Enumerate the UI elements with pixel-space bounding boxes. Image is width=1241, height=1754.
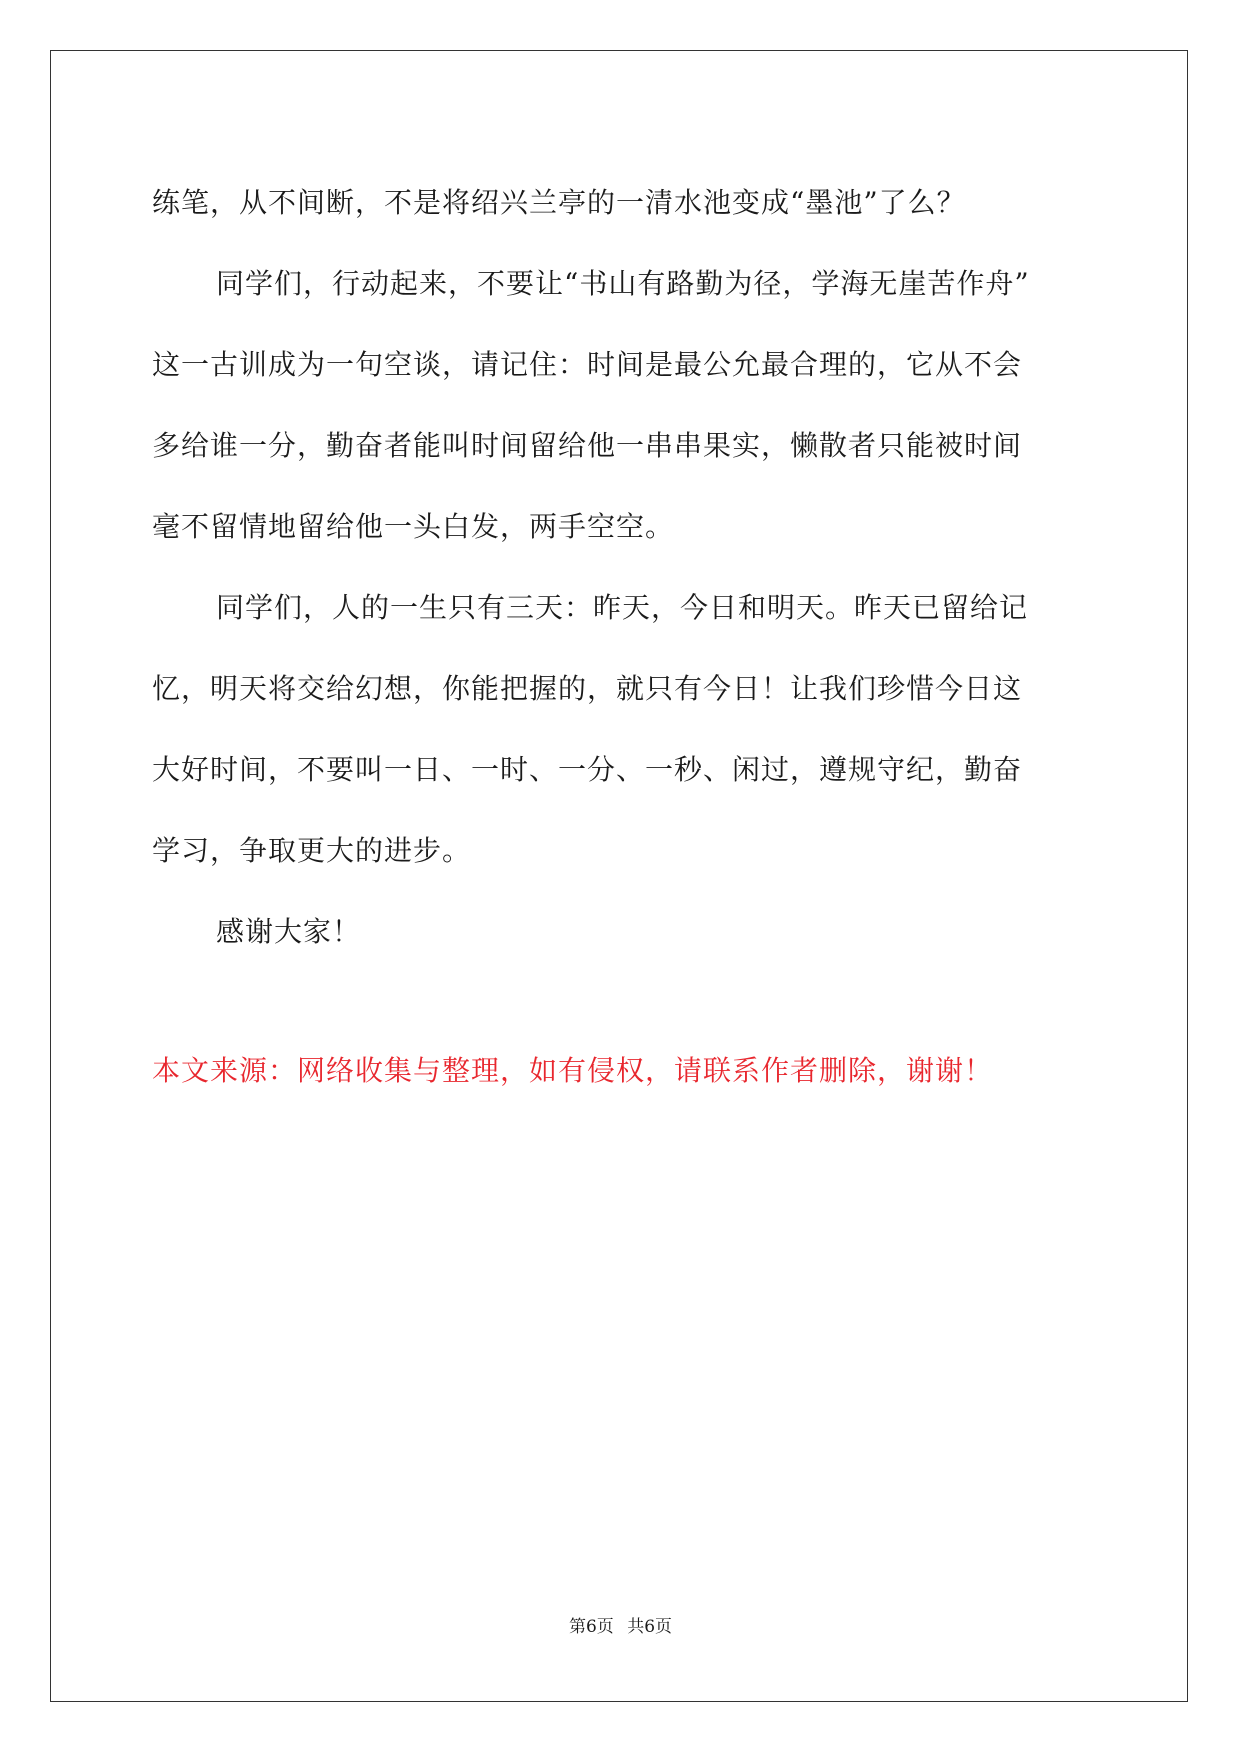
current-page-label: 第6页 bbox=[568, 1617, 614, 1637]
source-disclaimer: 本文来源：网络收集与整理，如有侵权，请联系作者删除，谢谢！ bbox=[152, 1054, 994, 1087]
body-line: 这一古训成为一句空谈，请记住：时间是最公允最合理的，它从不会 bbox=[152, 348, 1023, 381]
body-line: 练笔，从不间断，不是将绍兴兰亭的一清水池变成“墨池”了么？ bbox=[152, 186, 966, 219]
paragraph-start-line: 同学们，行动起来，不要让“书山有路勤为径，学海无崖苦作舟” bbox=[216, 267, 1030, 300]
body-line: 多给谁一分，勤奋者能叫时间留给他一串串果实，懒散者只能被时间 bbox=[152, 429, 1023, 462]
document-body bbox=[152, 162, 1092, 972]
body-line: 大好时间，不要叫一日、一时、一分、一秒、闲过，遵规守纪，勤奋 bbox=[152, 753, 1023, 786]
body-line: 毫不留情地留给他一头白发，两手空空。 bbox=[152, 510, 675, 543]
body-line: 学习，争取更大的进步。 bbox=[152, 834, 472, 867]
body-line: 忆，明天将交给幻想，你能把握的，就只有今日！让我们珍惜今日这 bbox=[152, 672, 1023, 705]
total-pages-label: 共6页 bbox=[627, 1617, 673, 1637]
closing-line: 感谢大家！ bbox=[216, 915, 362, 948]
page-number-footer bbox=[0, 1612, 1241, 1637]
paragraph-start-line: 同学们，人的一生只有三天：昨天，今日和明天。昨天已留给记 bbox=[216, 591, 1029, 624]
